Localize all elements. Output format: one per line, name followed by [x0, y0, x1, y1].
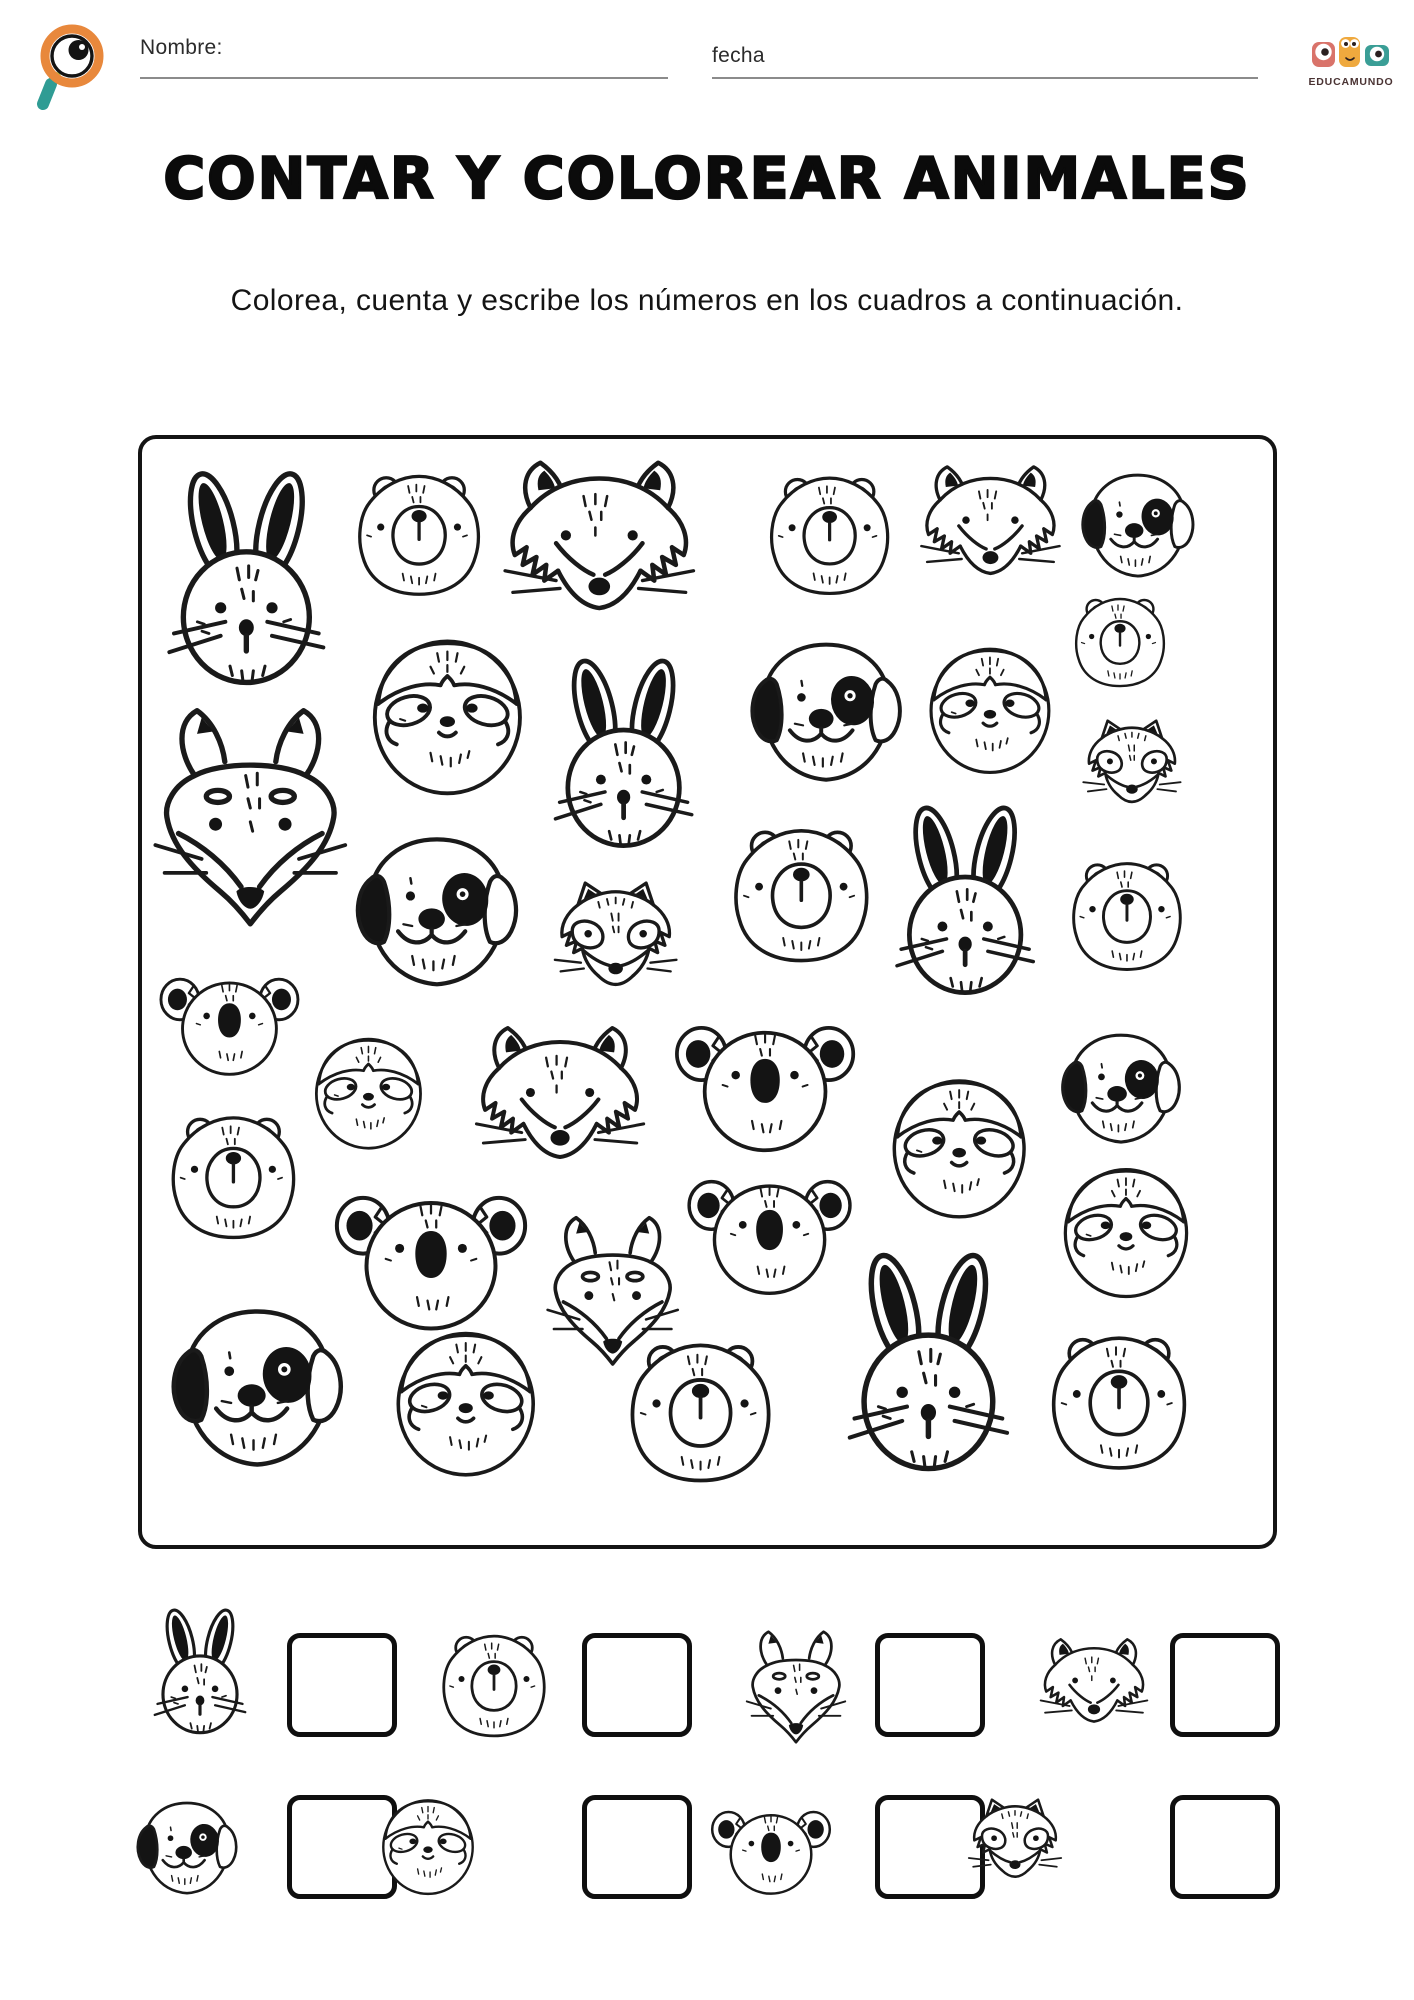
answer-box-wolffox[interactable] [875, 1633, 985, 1737]
raccoon-drawing[interactable] [1083, 721, 1180, 802]
answer-box-fox[interactable] [1170, 1633, 1280, 1737]
bear-drawing[interactable] [1074, 864, 1181, 970]
date-input-line[interactable] [712, 77, 1258, 79]
animal-grid-frame [138, 435, 1277, 1549]
fox-drawing[interactable] [505, 463, 694, 608]
koala-drawing[interactable] [337, 1198, 525, 1329]
fox-drawing[interactable] [476, 1028, 643, 1157]
rabbit-drawing[interactable] [897, 804, 1033, 993]
wolffox-icon [742, 1626, 850, 1748]
bear-drawing[interactable] [633, 1345, 769, 1480]
magnifier-eye-icon [30, 20, 112, 112]
bear-drawing[interactable] [360, 476, 479, 594]
animal-grid-svg [142, 439, 1273, 1545]
sloth-drawing[interactable] [398, 1334, 533, 1475]
name-input-line[interactable] [140, 77, 668, 79]
dog-drawing[interactable] [752, 645, 899, 780]
raccoon-icon [960, 1794, 1070, 1900]
bear-drawing[interactable] [1054, 1338, 1185, 1468]
answer-box-bear[interactable] [582, 1633, 692, 1737]
rabbit-drawing[interactable] [169, 469, 323, 682]
page-title: CONTAR Y COLOREAR ANIMALES [163, 146, 1251, 212]
brand-logo [1296, 34, 1406, 88]
bear-drawing[interactable] [736, 831, 867, 961]
koala-drawing[interactable] [689, 1182, 850, 1294]
sloth-icon [378, 1793, 478, 1897]
bear-icon [436, 1630, 552, 1742]
brand-name: EDUCAMUNDO [1308, 76, 1394, 88]
dog-drawing[interactable] [358, 839, 516, 984]
rabbit-drawing[interactable] [850, 1251, 1007, 1469]
fox-icon [1038, 1636, 1150, 1736]
rabbit-icon [152, 1602, 248, 1740]
dog-drawing[interactable] [1063, 1035, 1180, 1142]
bear-drawing[interactable] [772, 478, 888, 593]
answer-box-raccoon[interactable] [1170, 1795, 1280, 1899]
instructions-text: Colorea, cuenta y escribe los números en los cuadros a continuación. [230, 284, 1184, 317]
answer-box-rabbit[interactable] [287, 1633, 397, 1737]
sloth-drawing[interactable] [375, 641, 520, 793]
sloth-drawing[interactable] [1065, 1170, 1186, 1297]
name-label: Nombre: [140, 36, 223, 59]
koala-drawing[interactable] [677, 1028, 853, 1150]
dog-drawing[interactable] [174, 1311, 341, 1464]
fox-drawing[interactable] [921, 467, 1059, 574]
koala-icon [710, 1800, 832, 1898]
sloth-drawing[interactable] [894, 1081, 1024, 1217]
wolffox-drawing[interactable] [155, 711, 345, 924]
sloth-drawing[interactable] [931, 649, 1049, 772]
date-label: fecha [712, 44, 765, 67]
brand-monsters-icon [1311, 34, 1391, 70]
dog-drawing[interactable] [1083, 475, 1193, 576]
raccoon-drawing[interactable] [555, 883, 677, 984]
sloth-drawing[interactable] [316, 1039, 420, 1148]
bear-drawing[interactable] [173, 1118, 293, 1238]
wolffox-drawing[interactable] [548, 1218, 678, 1364]
koala-drawing[interactable] [161, 979, 298, 1074]
dog-icon [132, 1794, 242, 1900]
bear-drawing[interactable] [1076, 599, 1164, 686]
answer-box-sloth[interactable] [582, 1795, 692, 1899]
rabbit-drawing[interactable] [555, 657, 691, 846]
